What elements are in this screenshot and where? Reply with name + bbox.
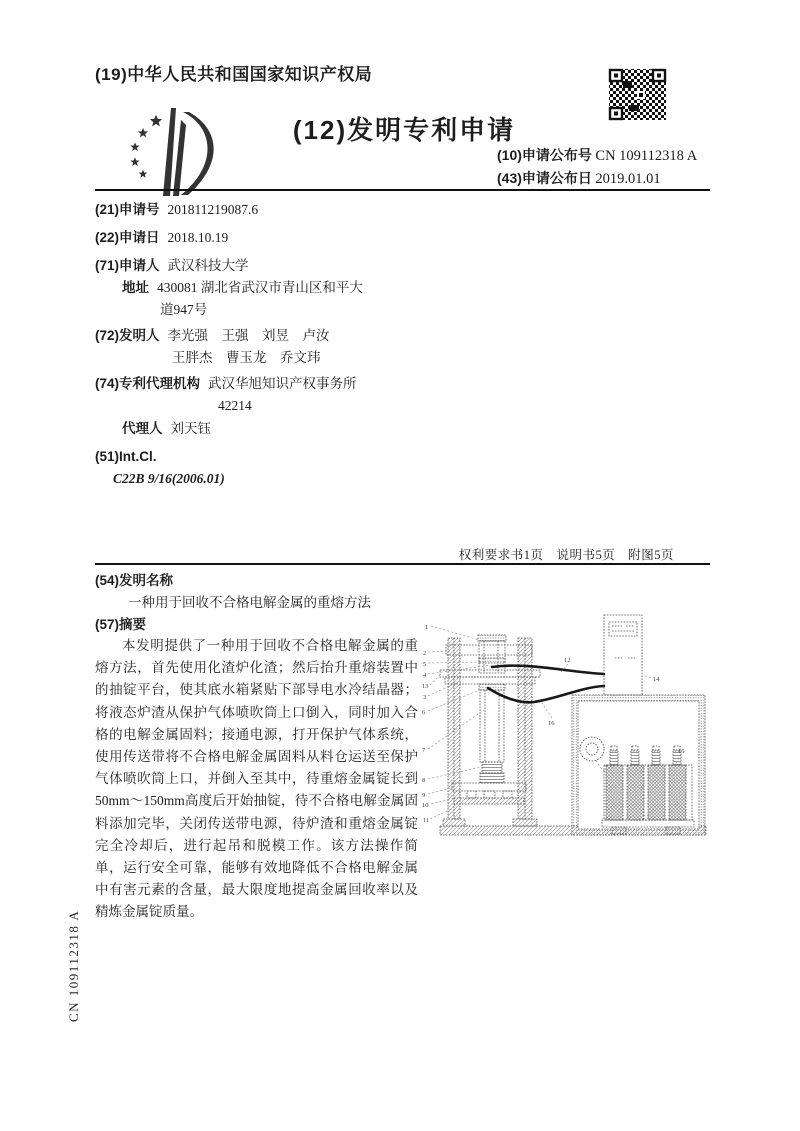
publication-date-line bbox=[497, 168, 661, 188]
figure-label-13: 13 bbox=[422, 683, 429, 690]
agency-label: (74)专利代理机构 bbox=[95, 376, 201, 391]
pages-summary: 权利要求书1页 说明书5页 附图5页 bbox=[458, 548, 674, 562]
figure-label-9: 9 bbox=[422, 792, 426, 799]
applicant-value: 武汉科技大学 bbox=[167, 258, 249, 273]
publication-number-label: (10)申请公布号 bbox=[497, 147, 592, 163]
inventors-value-line2: 王胖杰 曹玉龙 乔文玮 bbox=[172, 350, 321, 365]
figure-label-3: 3 bbox=[423, 694, 427, 701]
figure-label-1: 1 bbox=[425, 624, 429, 631]
intcl-value: C22B 9/16(2006.01) bbox=[113, 471, 225, 486]
figure-label-8: 8 bbox=[422, 777, 426, 784]
applicant-address-line2 bbox=[160, 299, 207, 321]
figure-label-12: 12 bbox=[564, 657, 571, 664]
agency-name: 武汉华旭知识产权事务所 bbox=[208, 376, 357, 391]
publication-date-label: (43)申请公布日 bbox=[497, 170, 592, 186]
invention-title: 一种用于回收不合格电解金属的重熔方法 bbox=[128, 595, 371, 610]
inventors-label: (72)发明人 bbox=[95, 328, 160, 343]
filing-date-line bbox=[95, 227, 228, 249]
intcl-line bbox=[95, 446, 165, 468]
figure-label-15: 15 bbox=[678, 748, 685, 755]
abstract-label: (57)摘要 bbox=[95, 617, 147, 632]
agency-line bbox=[95, 373, 357, 395]
address-value-line1: 430081 湖北省武汉市青山区和平大 bbox=[157, 280, 363, 295]
agent-name: 刘天钰 bbox=[170, 421, 211, 436]
application-number-value: 201811219087.6 bbox=[167, 202, 259, 217]
figure-control-cabinet bbox=[604, 615, 642, 695]
address-value-line2: 道947号 bbox=[160, 302, 208, 317]
figure-cable-upper bbox=[492, 666, 604, 674]
applicant-label: (71)申请人 bbox=[95, 258, 160, 273]
figure-label-10: 10 bbox=[422, 802, 429, 809]
document-type-title: (12)发明专利申请 bbox=[292, 115, 516, 145]
figure-label-11: 11 bbox=[423, 817, 430, 824]
figure-label-16: 16 bbox=[548, 720, 555, 727]
invention-title-label: (54)发明名称 bbox=[95, 573, 174, 588]
intcl-label: (51)Int.Cl. bbox=[95, 449, 157, 464]
sidebar-document-number: CN 109112318 A bbox=[66, 909, 81, 1022]
section-divider bbox=[95, 563, 710, 565]
figure-label-5: 5 bbox=[423, 661, 427, 668]
inventors-value-line1: 李光强 王强 刘昱 卢汝 bbox=[167, 328, 330, 343]
agent-label: 代理人 bbox=[122, 421, 163, 436]
filing-date-label: (22)申请日 bbox=[95, 230, 160, 245]
intcl-value-line bbox=[113, 468, 225, 490]
agent-line bbox=[122, 418, 211, 440]
abstract-figure bbox=[422, 598, 714, 855]
publication-date-value: 2019.01.01 bbox=[595, 171, 661, 187]
figure-label-14: 14 bbox=[653, 676, 660, 683]
address-label: 地址 bbox=[122, 280, 149, 295]
abstract-text: 本发明提供了一种用于回收不合格电解金属的重熔方法，首先使用化渣炉化渣；然后抬升重熔装置中的抽锭平台，使其底水箱紧贴下部导电水冷结晶器；将液态炉渣从保护气体喷吹筒上口倒入，同时加入合格的电解金属固料；接通电源，打开保护气体系统，使用传送带将不合格电解金属固料从料仓运送至保护气体喷吹筒上口，并倒入至其中，待重熔金属锭长到50mm～150mm高度后开始抽锭，待不合格电解金属固料添加完毕，关闭传送带电源，待炉渣和重熔金属锭完全冷却后，进行起吊和脱模工作。该方法操作简单，运行安全可靠，能够有效地降低不合格电解金属中有害元素的含量，最大限度地提高金属回收率以及精炼金属锭质量。 bbox=[95, 638, 418, 920]
applicant-address-line1 bbox=[122, 277, 363, 299]
figure-label-2: 2 bbox=[423, 650, 427, 657]
publication-number-line bbox=[497, 145, 697, 165]
patent-office-name: (19)中华人民共和国国家知识产权局 bbox=[95, 65, 373, 84]
inventors-line1 bbox=[95, 325, 330, 347]
agency-code: 42214 bbox=[218, 398, 252, 413]
application-number-label: (21)申请号 bbox=[95, 202, 160, 217]
filing-date-value: 2018.10.19 bbox=[167, 230, 229, 245]
figure-label-6: 6 bbox=[422, 709, 426, 716]
qr-code-icon bbox=[607, 67, 668, 122]
agency-code-line bbox=[218, 395, 252, 417]
header-divider bbox=[95, 189, 710, 191]
applicant-line bbox=[95, 255, 249, 277]
inventors-line2 bbox=[172, 347, 321, 369]
application-number-line bbox=[95, 199, 258, 221]
publication-number-value: CN 109112318 A bbox=[595, 148, 698, 164]
figure-label-7: 7 bbox=[422, 747, 426, 754]
figure-label-4: 4 bbox=[423, 672, 427, 679]
